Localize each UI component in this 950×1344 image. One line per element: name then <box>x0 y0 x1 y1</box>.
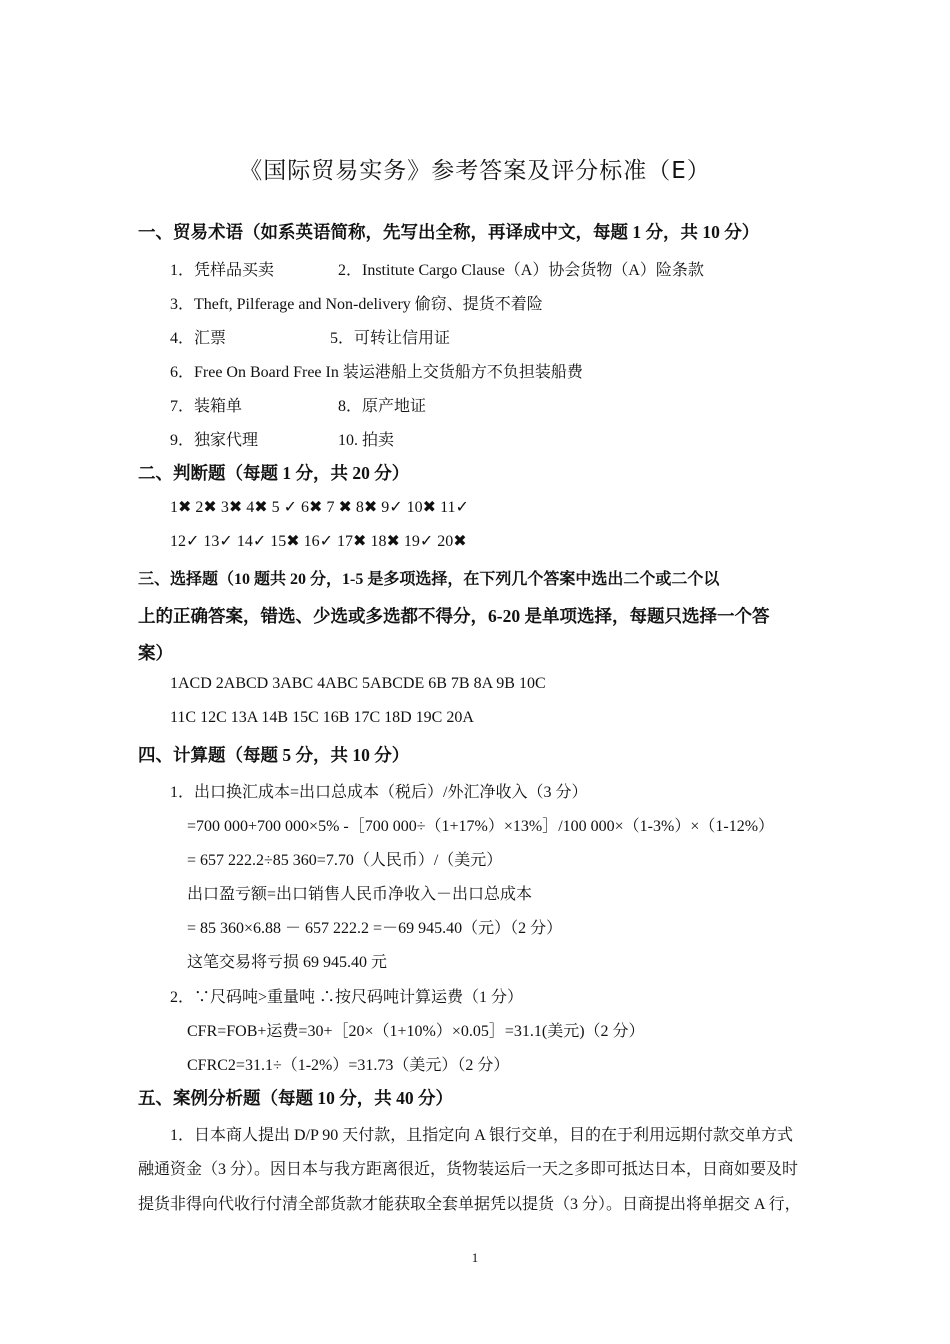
page-title: 《国际贸易实务》参考答案及评分标准（E） <box>239 158 711 184</box>
answer-3: 3．Theft, Pilferage and Non-delivery 偷窃、提货不着险 <box>170 296 543 313</box>
calc-line-6: 这笔交易将亏损 69 945.40 元 <box>187 954 388 971</box>
calc-line-2: =700 000+700 000×5% -［700 000÷（1+17%）×13%］/100 000×（1-3%）×（1-12%） <box>187 818 775 835</box>
answer-7: 7．装箱单 <box>170 398 243 415</box>
calc-line-5: = 85 360×6.88 － 657 222.2 =－69 945.40（元）（2 分） <box>187 920 563 937</box>
judgement-row-2: 12✓ 13✓ 14✓ 15✖ 16✓ 17✖ 18✖ 19✓ 20✖ <box>170 533 467 550</box>
case-paragraph-line-3: 提货非得向代收行付清全部货款才能获取全套单据凭以提货（3 分）。日商提出将单据交 A 行， <box>138 1196 801 1213</box>
answer-2: 2．Institute Cargo Clause（A）协会货物（A）险条款 <box>338 262 704 279</box>
choice-row-1: 1ACD 2ABCD 3ABC 4ABC 5ABCDE 6B 7B 8A 9B 10C <box>170 675 546 692</box>
section-1-heading: 一、贸易术语（如系英语简称，先写出全称，再译成中文，每题 1 分，共 10 分） <box>138 222 760 242</box>
calc-line-8: CFR=FOB+运费=30+［20×（1+10%）×0.05］=31.1(美元)（2 分） <box>187 1023 645 1040</box>
answer-6: 6．Free On Board Free In 装运港船上交货船方不负担装船费 <box>170 364 583 381</box>
answer-5: 5．可转让信用证 <box>330 330 451 347</box>
case-paragraph-line-2: 融通资金（3 分）。因日本与我方距离很近，货物装运后一天之多即可抵达日本，日商如要及时 <box>138 1161 799 1178</box>
answer-8: 8．原产地证 <box>338 398 427 415</box>
calc-line-4: 出口盈亏额=出口销售人民币净收入－出口总成本 <box>187 886 533 903</box>
answer-4: 4．汇票 <box>170 330 227 347</box>
choice-row-2: 11C 12C 13A 14B 15C 16B 17C 18D 19C 20A <box>170 709 474 726</box>
section-4-heading: 四、计算题（每题 5 分，共 10 分） <box>138 745 410 765</box>
section-3-heading-line-3: 案） <box>138 643 173 663</box>
section-5-heading: 五、案例分析题（每题 10 分，共 40 分） <box>138 1088 453 1108</box>
judgement-row-1: 1✖ 2✖ 3✖ 4✖ 5 ✓ 6✖ 7 ✖ 8✖ 9✓ 10✖ 11✓ <box>170 499 469 516</box>
case-paragraph-line-1: 1．日本商人提出 D/P 90 天付款，且指定向 A 银行交单，目的在于利用远期付款交单方式 <box>170 1127 793 1144</box>
calc-line-1: 1．出口换汇成本=出口总成本（税后）/外汇净收入（3 分） <box>170 784 588 801</box>
calc-line-9: CFRC2=31.1÷（1-2%）=31.73（美元）（2 分） <box>187 1057 510 1074</box>
answer-1: 1．凭样品买卖 <box>170 262 275 279</box>
calc-line-7: 2．∵尺码吨>重量吨 ∴按尺码吨计算运费（1 分） <box>170 989 524 1006</box>
section-3-heading-line-2: 上的正确答案，错选、少选或多选都不得分，6-20 是单项选择，每题只选择一个答 <box>138 606 770 626</box>
answer-9: 9．独家代理 <box>170 432 259 449</box>
page-number: 1 <box>471 1250 479 1265</box>
calc-line-3: = 657 222.2÷85 360=7.70（人民币）/（美元） <box>187 852 503 869</box>
answer-10: 10. 拍卖 <box>338 432 395 449</box>
section-3-heading-line-1 <box>138 566 816 589</box>
section-2-heading: 二、判断题（每题 1 分，共 20 分） <box>138 463 410 483</box>
section-3-heading-line-1-text <box>138 566 816 589</box>
section-3-heading-line-1-span: 三、选择题（10 题共 20 分，1-5 是多项选择，在下列几个答案中选出二个或二个以 <box>138 571 720 588</box>
